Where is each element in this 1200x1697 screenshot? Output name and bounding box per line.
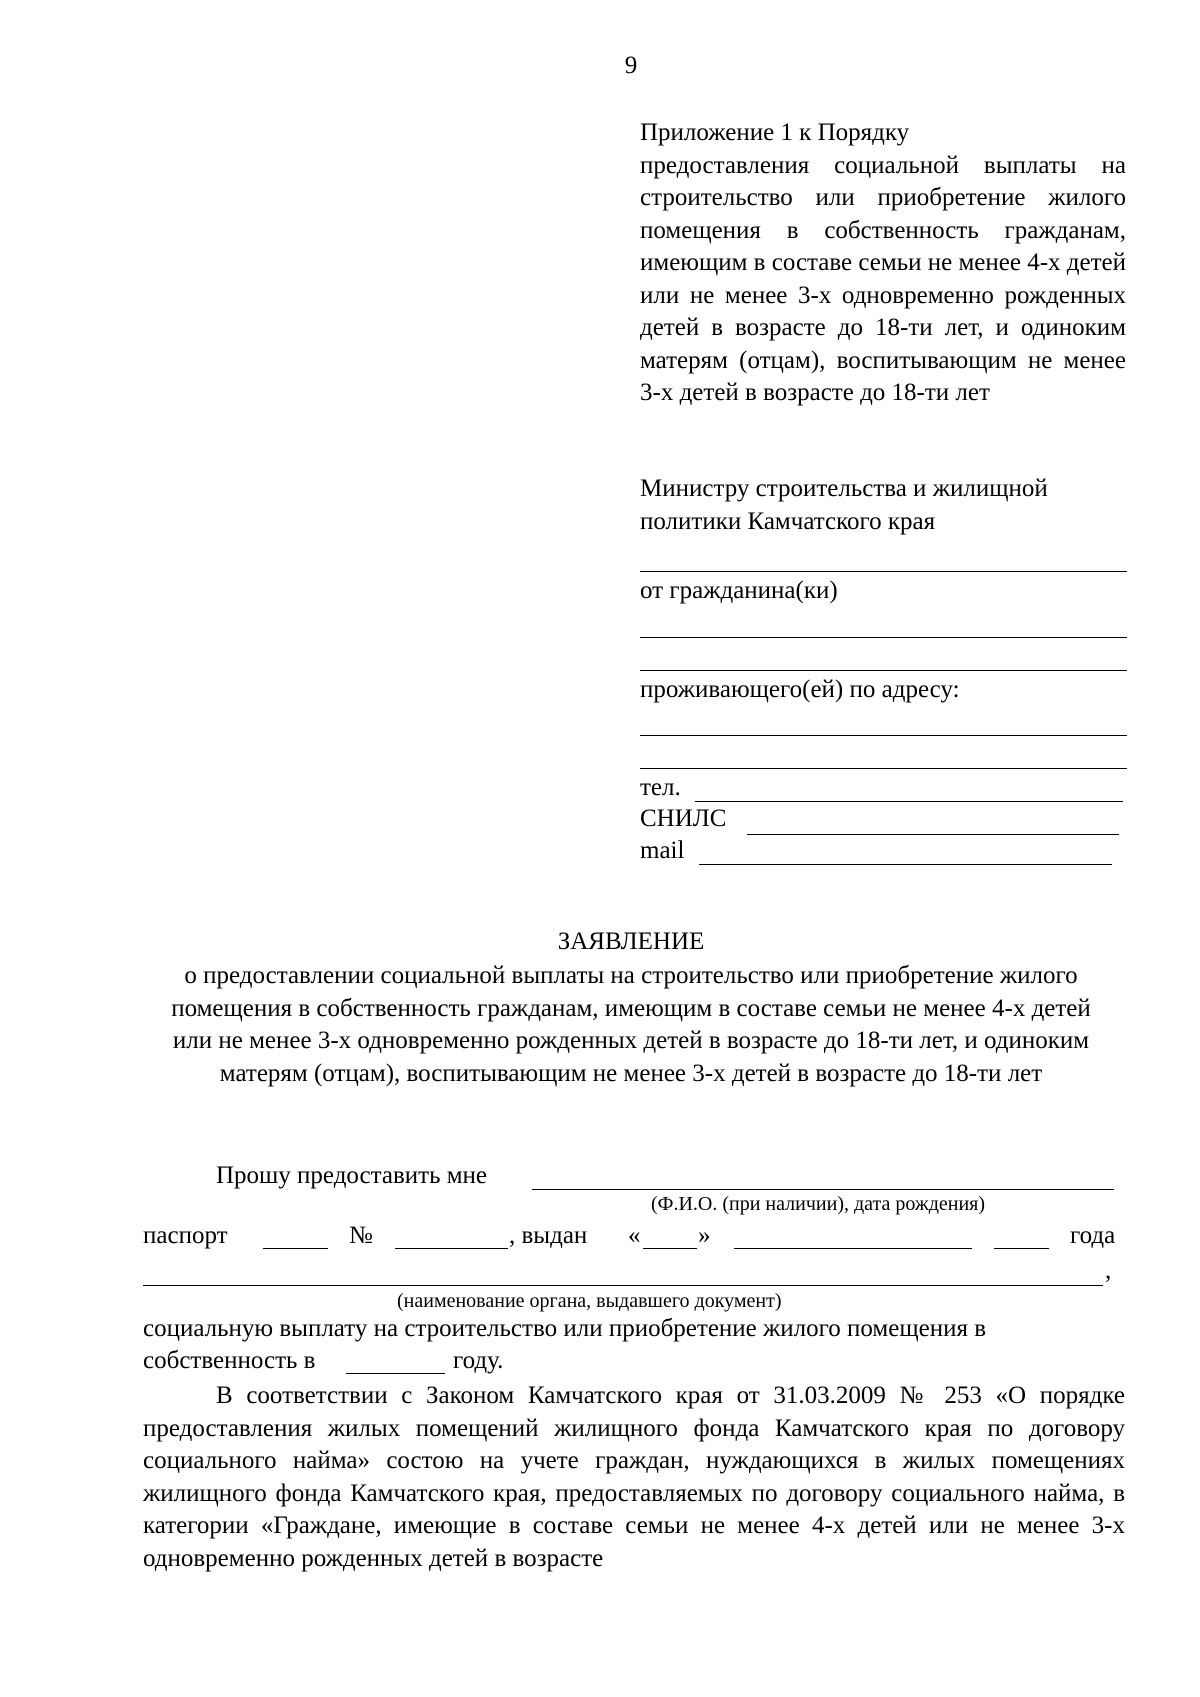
address-line-1[interactable] xyxy=(640,735,1127,736)
fio-line[interactable] xyxy=(532,1189,1114,1190)
ownership-year-line[interactable] xyxy=(346,1373,445,1374)
snils-line[interactable] xyxy=(747,834,1119,835)
applicant-name-line-2[interactable] xyxy=(640,670,1127,671)
applicant-name-line-1[interactable] xyxy=(640,637,1127,638)
phone-line[interactable] xyxy=(695,801,1123,802)
registration-paragraph: В соответствии с Законом Камчатского края от 31.03.2009 № 253 «О порядке предоставления жилых помещений жилищного фонда Камчатского края по договору социального найма» состою на учете граждан, нуждающихся в жилых помещениях жилищного фонда Камчатского края, предоставляемых по договору социального найма, в категории «Граждане, имеющие в составе семьи не менее 4-х детей или не менее 3-х одновременно рожденных детей в возрасте xyxy=(143,1382,1125,1572)
number-label: № xyxy=(349,1222,373,1249)
request-prefix: Прошу предоставить мне xyxy=(216,1162,488,1189)
passport-series-line[interactable] xyxy=(263,1248,328,1249)
ownership-suffix: году. xyxy=(453,1347,504,1374)
document-subtitle: о предоставлении социальной выплаты на строительство или приобретение жилого помещения в собственность гражданам, имеющим в составе семьи не менее 4-х детей или не менее 3-х одновременно рожденных детей в возрасте до 18-ти лет, и одиноким матерям (отцам), воспитывающим не менее 3-х детей в возрасте до 18-ти лет xyxy=(171,962,1091,1087)
page-number: 9 xyxy=(624,52,638,79)
passport-label: паспорт xyxy=(143,1222,228,1249)
quote-close: » xyxy=(698,1222,711,1249)
payment-text: социальную выплату на строительство или приобретение жилого помещения в xyxy=(143,1315,987,1342)
snils-label: СНИЛС xyxy=(640,805,727,832)
appendix-title: Приложение 1 к Порядку xyxy=(640,119,910,146)
passport-number-line[interactable] xyxy=(395,1248,508,1249)
year-label: года xyxy=(1070,1222,1116,1249)
appendix-header xyxy=(640,117,1126,410)
recipient-line[interactable] xyxy=(640,571,1127,572)
ownership-prefix: собственность в xyxy=(143,1347,316,1374)
issue-year-line[interactable] xyxy=(994,1248,1049,1249)
issuer-hint: (наименование органа, выдавшего документ) xyxy=(397,1290,782,1312)
quote-open: « xyxy=(628,1222,641,1249)
issued-label: , выдан xyxy=(509,1222,588,1249)
issuer-comma: , xyxy=(1105,1257,1112,1284)
appendix-description: предоставления социальной выплаты на строительство или приобретение жилого помещения в собственность гражданам, имеющим в составе семьи не менее 4-х детей или не менее 3-х одновременно рожденных детей в возрасте до 18-ти лет, и одиноким матерям (отцам), воспитывающим не менее 3-х детей в возрасте до 18-ти лет xyxy=(640,151,1126,406)
issuer-line[interactable] xyxy=(143,1285,1103,1286)
from-label: от гражданина(ки) xyxy=(640,577,838,604)
addressee: Министру строительства и жилищной политики Камчатского края xyxy=(640,475,1048,535)
address-line-2[interactable] xyxy=(640,768,1127,769)
issue-month-line[interactable] xyxy=(734,1248,972,1249)
phone-label: тел. xyxy=(640,774,681,801)
email-line[interactable] xyxy=(699,864,1112,865)
email-label: mail xyxy=(640,837,685,864)
fio-hint: (Ф.И.О. (при наличии), дата рождения) xyxy=(651,1193,986,1215)
address-label: проживающего(ей) по адресу: xyxy=(640,676,960,703)
document-title: ЗАЯВЛЕНИЕ xyxy=(557,928,705,955)
issue-day-line[interactable] xyxy=(643,1248,697,1249)
